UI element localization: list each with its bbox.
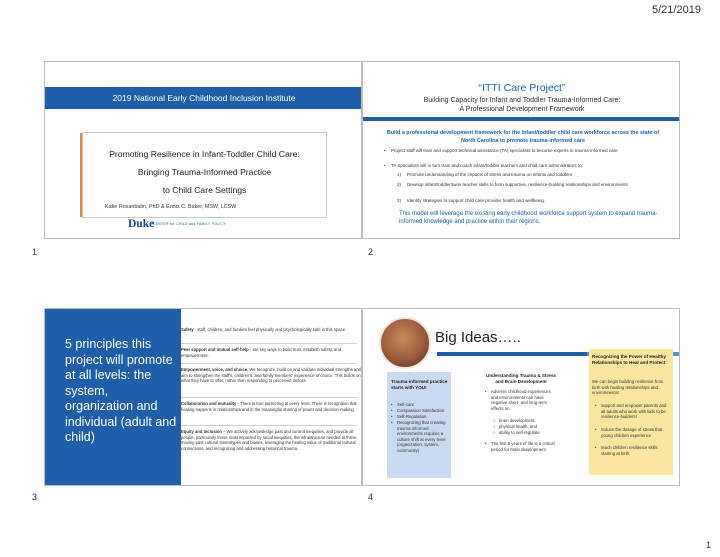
bullet-icon: •	[384, 163, 386, 168]
sub-item	[397, 172, 657, 178]
list-item	[391, 420, 449, 454]
slide-number-1: 1	[32, 247, 38, 257]
list-item-text: The first 5 years of life is a critical period for brain development	[491, 441, 555, 452]
column-trauma-brain-development	[479, 369, 563, 473]
bullet-icon: •	[595, 403, 597, 408]
list-item-text: Adverse childhood experiences and environments can have negative short- and long-term effects on:	[491, 389, 551, 411]
sub-item-text: Identify strategies to support child care provider health and wellbeing.	[407, 198, 546, 203]
big-ideas-title: Big Ideas…..	[435, 329, 521, 346]
list-item-text: Compassion Satisfaction	[397, 408, 445, 413]
bullet-icon: •	[485, 441, 487, 446]
principle-name: Safety	[181, 327, 194, 332]
sub-item	[397, 198, 657, 204]
sub-item-number: 1)	[397, 172, 402, 177]
sub-list-item-text: physical health, and	[499, 424, 537, 429]
list-item	[595, 403, 669, 420]
sub-item-number: 3)	[397, 198, 402, 203]
divider	[181, 425, 357, 426]
column-heading: Recognizing the Power of Healthy Relationships to Heal and Protect	[592, 354, 667, 365]
sub-list-item	[493, 424, 559, 430]
sub-list-item	[493, 418, 559, 424]
principle-name: Peer support and mutual self-help	[181, 347, 249, 352]
project-subtitle-2: A Professional Development Framework	[459, 106, 585, 113]
sub-bullet-icon: ○	[493, 424, 496, 429]
slide-number-4: 4	[368, 492, 374, 502]
page-number: 1	[706, 540, 712, 550]
bullet-icon: •	[384, 148, 386, 153]
list-item	[595, 445, 669, 456]
principle-text: - are key ways to build trust, establish safety, and empowerment.	[181, 347, 342, 358]
principle-name: Empowerment, voice, and choice	[181, 367, 248, 372]
bullet-item	[384, 163, 661, 169]
conference-title: 2019 National Early Childhood Inclusion Institute	[112, 93, 296, 103]
column-trauma-informed-practice	[387, 372, 451, 478]
list-item-text: Self-care	[397, 402, 415, 407]
duke-logo: Duke	[128, 218, 155, 230]
bullet-icon: •	[391, 420, 393, 425]
duke-center-logo-text: CENTER for CHILD and FAMILY POLICY	[153, 222, 226, 226]
principle-name: Equity and Inclusion	[181, 429, 222, 434]
bullet-icon: •	[391, 408, 393, 413]
principle-text: - There is true partnering at every level. There is recognition that healing happens in relationships and in the meaningful sharing of power and decision-making.	[181, 401, 357, 412]
principle-text: - staff, children, and families feel physically and psychologically safe in this space	[193, 327, 346, 332]
sub-item-number: 2)	[397, 182, 402, 187]
column-healthy-relationships	[589, 349, 673, 475]
list-item	[391, 408, 449, 414]
page-date: 5/21/2019	[652, 4, 701, 16]
bullet-text: Project staff will train and support technical assistance (TA) specialists to become experts in trauma-informed care	[391, 148, 618, 153]
title-divider	[363, 117, 680, 121]
principle-safety	[181, 327, 361, 333]
title-line-1: Promoting Resilience in Infant-Toddler Child Care:	[109, 149, 300, 159]
child-photo	[379, 317, 431, 369]
list-item	[485, 389, 559, 411]
principle-text: . We recognize, build on and validate individual strengths and aim to strengthen the staff's, children's, and family members' experience of choice. This builds on what they have to offer, rather than responding to perceived deficits.	[181, 367, 361, 384]
slide-1	[44, 61, 362, 239]
slide-3	[44, 308, 362, 486]
slide-number-3: 3	[32, 492, 38, 502]
principle-collaboration	[181, 401, 361, 412]
closing-statement: This model will leverage the existing early childhood workforce support system to expand trauma-informed knowledge and practice within their regions.	[399, 211, 658, 225]
authors: Katie Rosanbalm, PhD & Ennis C. Baker, MSW, LCSW	[105, 204, 237, 210]
list-item	[391, 402, 449, 408]
slide-number-2: 2	[368, 247, 374, 257]
title-line-3: to Child Care Settings	[162, 185, 247, 195]
list-item	[485, 441, 559, 452]
bullet-icon: •	[391, 414, 393, 419]
bullet-icon: •	[391, 402, 393, 407]
column-heading: Understanding Trauma & Stress and Brain Development	[486, 373, 556, 384]
bullet-icon: •	[485, 389, 487, 394]
divider	[181, 397, 357, 398]
column-intro: We can begin building resilience from birth with healing relationships and environments!	[592, 379, 664, 396]
principles-heading: 5 principles this project will promote at all levels: the system, organization and individual (adult and child)	[65, 337, 177, 444]
project-title: “ITTI Care Project”	[478, 82, 566, 94]
sub-list-item-text: ability to self-regulate	[499, 430, 540, 435]
conference-banner	[45, 87, 362, 109]
list-item-text: reduce the dosage of stress that young children experience	[601, 427, 663, 438]
sub-list-item-text: brain development,	[499, 418, 536, 423]
divider	[181, 363, 357, 364]
list-item	[595, 427, 669, 438]
principle-peer-support	[181, 347, 361, 358]
principle-equity	[181, 429, 361, 451]
sub-bullet-icon: ○	[493, 418, 496, 423]
sub-item-text: Promote understanding of the impacts of stress and trauma on infants and toddlers	[407, 172, 573, 177]
list-item	[391, 414, 449, 420]
title-divider	[437, 352, 587, 356]
bullet-item	[384, 148, 661, 154]
bullet-icon: •	[595, 427, 597, 432]
list-item-text: Self-Regulation	[397, 414, 427, 419]
project-subtitle-1: Building Capacity for Infant and Toddler Trauma-Informed Care:	[423, 97, 621, 104]
sub-list-item	[493, 430, 559, 436]
principle-name: Collaboration and mutuality	[181, 401, 237, 406]
list-item-text: support and empower parents and all adults who work with kids to be resilience-builders!	[601, 403, 667, 420]
framework-goal: Build a professional development framework for the infant/toddler child care workforce across the state of North Carolina to promote trauma-informed care	[386, 130, 660, 144]
list-item-text: Recognizing that creating trauma-informed environments requires a culture shift at every level (organization, system, community)	[397, 420, 446, 453]
divider	[181, 343, 357, 344]
sub-item-text: Develop infant/toddler/twos teacher skills to form supportive, resilience-building relationships and environments	[407, 182, 628, 187]
slide-2	[362, 61, 680, 239]
bullet-icon: •	[595, 445, 597, 450]
slide-4	[362, 308, 680, 486]
bullet-text: TA Specialists will in turn train and coach infant/toddler teachers and child care administrators to:	[391, 163, 584, 168]
column-heading: Trauma-informed practice starts with YOU!	[391, 379, 448, 390]
sub-bullet-icon: ○	[493, 430, 496, 435]
principle-text: – We actively acknowledge past and current inequities, and provide all people, particularly those most impacted by racial inequities, the infrastructure needed to thrive, moving past cultural stereotypes and biases, leveraging the healing value of traditional cultural connections, and recognizing and addressing historical trauma.	[181, 429, 358, 451]
title-line-2: Bringing Trauma-Informed Practice	[137, 167, 272, 177]
list-item-text: teach children resilience skills starting at birth	[601, 445, 658, 456]
sub-item	[397, 182, 657, 188]
principle-empowerment	[181, 367, 361, 384]
